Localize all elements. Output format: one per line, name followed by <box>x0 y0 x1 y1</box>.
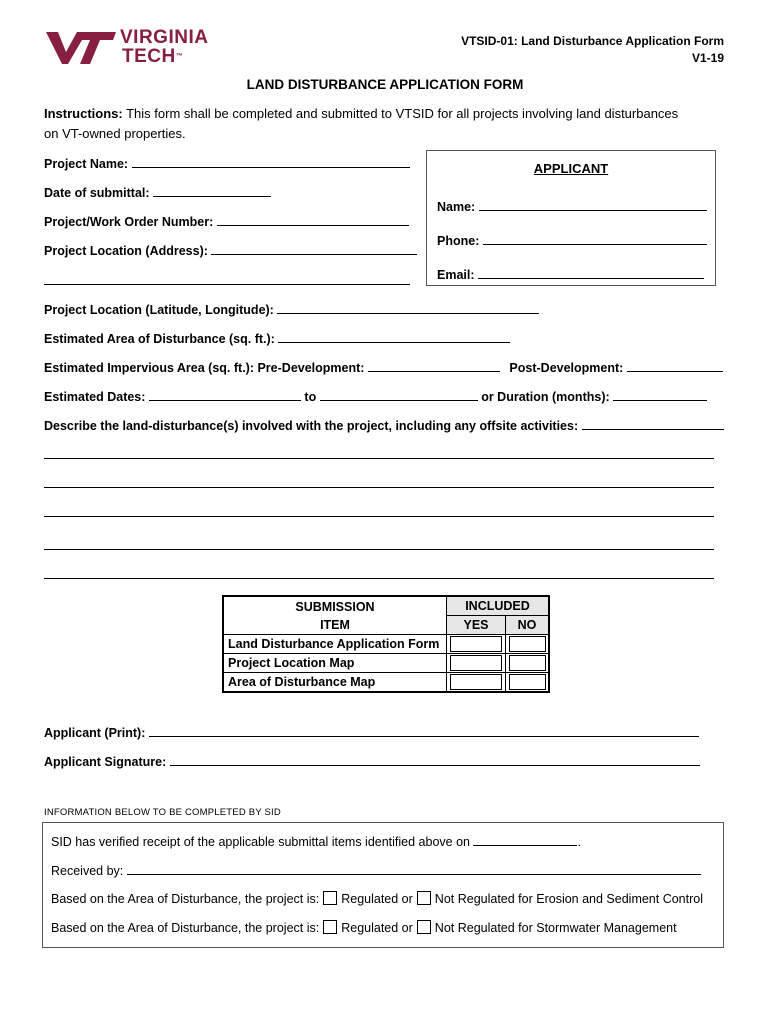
applicant-box <box>426 150 716 286</box>
form-title: LAND DISTURBANCE APPLICATION FORM <box>246 77 524 92</box>
sid-verified-row <box>51 833 581 849</box>
sid-caption: INFORMATION BELOW TO BE COMPLETED BY SID <box>44 807 281 818</box>
applicant-email-label: Email: <box>437 268 475 282</box>
form-version: V1-19 <box>691 51 724 65</box>
impervious-label: Estimated Impervious Area (sq. ft.): Pre-Development: <box>44 361 365 375</box>
submission-item-header <box>223 596 447 635</box>
applicant-email-row <box>437 266 704 282</box>
not-regulated-swm-checkbox[interactable] <box>417 920 431 934</box>
project-name-row <box>44 155 410 171</box>
form-id: VTSID-01: Land Disturbance Application Form <box>461 34 724 48</box>
sid-box <box>42 822 724 948</box>
area-disturbance-row <box>44 330 510 346</box>
logo-line2: TECH <box>122 46 176 67</box>
project-name-label: Project Name: <box>44 157 129 171</box>
date-submittal-label: Date of submittal: <box>44 186 150 200</box>
work-order-row <box>44 213 409 229</box>
no-cell <box>506 635 550 654</box>
logo-tm: ™ <box>175 53 184 60</box>
yes-checkbox[interactable] <box>450 655 502 671</box>
applicant-phone-input[interactable] <box>483 232 707 245</box>
project-location-line2[interactable] <box>44 284 410 285</box>
lat-long-row <box>44 301 539 317</box>
yes-cell <box>447 654 506 673</box>
describe-input[interactable] <box>582 417 724 430</box>
describe-line[interactable] <box>44 578 714 579</box>
no-cell <box>506 673 550 693</box>
table-row <box>223 654 549 673</box>
sid-verified-date-input[interactable] <box>473 833 577 846</box>
applicant-print-row <box>44 724 699 740</box>
describe-line[interactable] <box>44 458 714 459</box>
project-location-input[interactable] <box>211 242 417 255</box>
pre-development-input[interactable] <box>368 359 500 372</box>
sid-received-row <box>51 862 701 878</box>
submission-item: Area of Disturbance Map <box>223 673 447 693</box>
yes-checkbox[interactable] <box>450 636 502 652</box>
yes-cell <box>447 673 506 693</box>
work-order-label: Project/Work Order Number: <box>44 215 214 229</box>
post-development-input[interactable] <box>627 359 723 372</box>
no-checkbox[interactable] <box>509 655 546 671</box>
sid-based-label: Based on the Area of Disturbance, the project is: <box>51 892 320 906</box>
describe-row <box>44 417 724 433</box>
included-header: INCLUDED <box>447 596 550 616</box>
lat-long-label: Project Location (Latitude, Longitude): <box>44 303 274 317</box>
yes-header: YES <box>447 616 506 635</box>
project-location-row <box>44 242 417 258</box>
applicant-signature-input[interactable] <box>170 753 700 766</box>
post-development-label: Post-Development: <box>509 361 624 375</box>
applicant-print-input[interactable] <box>149 724 699 737</box>
submission-item: Project Location Map <box>223 654 447 673</box>
work-order-input[interactable] <box>217 213 409 226</box>
form-id-block <box>461 33 724 67</box>
end-date-input[interactable] <box>320 388 478 401</box>
regulated-swm-checkbox[interactable] <box>323 920 337 934</box>
area-disturbance-input[interactable] <box>278 330 510 343</box>
duration-input[interactable] <box>613 388 707 401</box>
to-label: to <box>304 390 317 404</box>
applicant-name-label: Name: <box>437 200 476 214</box>
date-submittal-row <box>44 184 271 200</box>
submission-header-line2: ITEM <box>320 617 350 632</box>
applicant-phone-row <box>437 232 707 248</box>
yes-checkbox[interactable] <box>450 674 502 690</box>
sid-verified-label: SID has verified receipt of the applicable submittal items identified above on <box>51 835 470 849</box>
submission-table <box>222 595 550 693</box>
sid-based-label: Based on the Area of Disturbance, the project is: <box>51 921 320 935</box>
dates-row <box>44 388 707 404</box>
no-checkbox[interactable] <box>509 674 546 690</box>
regulated-esc-checkbox[interactable] <box>323 891 337 905</box>
sid-received-label: Received by: <box>51 864 124 878</box>
describe-line[interactable] <box>44 516 714 517</box>
not-regulated-esc-label: Not Regulated for Erosion and Sediment Control <box>434 892 704 906</box>
describe-label: Describe the land-disturbance(s) involved with the project, including any offsite activities: <box>44 419 579 433</box>
regulated-or-label: Regulated or <box>341 921 413 935</box>
estimated-dates-label: Estimated Dates: <box>44 390 146 404</box>
logo-wordmark <box>120 28 208 66</box>
submission-header-line1: SUBMISSION <box>295 599 375 614</box>
submission-item: Land Disturbance Application Form <box>223 635 447 654</box>
applicant-signature-row <box>44 753 700 769</box>
table-row <box>223 635 549 654</box>
applicant-heading: APPLICANT <box>533 161 609 176</box>
yes-cell <box>447 635 506 654</box>
no-cell <box>506 654 550 673</box>
sid-period: . <box>577 835 581 849</box>
no-header: NO <box>506 616 550 635</box>
instructions-label: Instructions: <box>44 106 123 121</box>
instructions <box>44 104 694 144</box>
describe-line[interactable] <box>44 487 714 488</box>
applicant-phone-label: Phone: <box>437 234 480 248</box>
table-row <box>223 673 549 693</box>
start-date-input[interactable] <box>149 388 301 401</box>
project-location-label: Project Location (Address): <box>44 244 208 258</box>
date-submittal-input[interactable] <box>153 184 271 197</box>
project-name-input[interactable] <box>132 155 410 168</box>
applicant-name-input[interactable] <box>479 198 707 211</box>
sid-esc-row <box>51 891 703 906</box>
applicant-print-label: Applicant (Print): <box>44 726 146 740</box>
sid-received-input[interactable] <box>127 862 701 875</box>
regulated-or-label: Regulated or <box>341 892 413 906</box>
applicant-email-input[interactable] <box>478 266 704 279</box>
area-disturbance-label: Estimated Area of Disturbance (sq. ft.): <box>44 332 275 346</box>
describe-line[interactable] <box>44 549 714 550</box>
not-regulated-swm-label: Not Regulated for Stormwater Management <box>434 921 677 935</box>
applicant-name-row <box>437 198 707 214</box>
lat-long-input[interactable] <box>277 301 539 314</box>
logo-line1: VIRGINIA <box>120 27 209 48</box>
no-checkbox[interactable] <box>509 636 546 652</box>
impervious-row <box>44 359 723 375</box>
or-duration-label: or Duration (months): <box>481 390 610 404</box>
sid-swm-row <box>51 920 677 935</box>
applicant-signature-label: Applicant Signature: <box>44 755 167 769</box>
not-regulated-esc-checkbox[interactable] <box>417 891 431 905</box>
instructions-text: This form shall be completed and submitted to VTSID for all projects involving land disturbances on VT-owned properties. <box>44 106 679 141</box>
